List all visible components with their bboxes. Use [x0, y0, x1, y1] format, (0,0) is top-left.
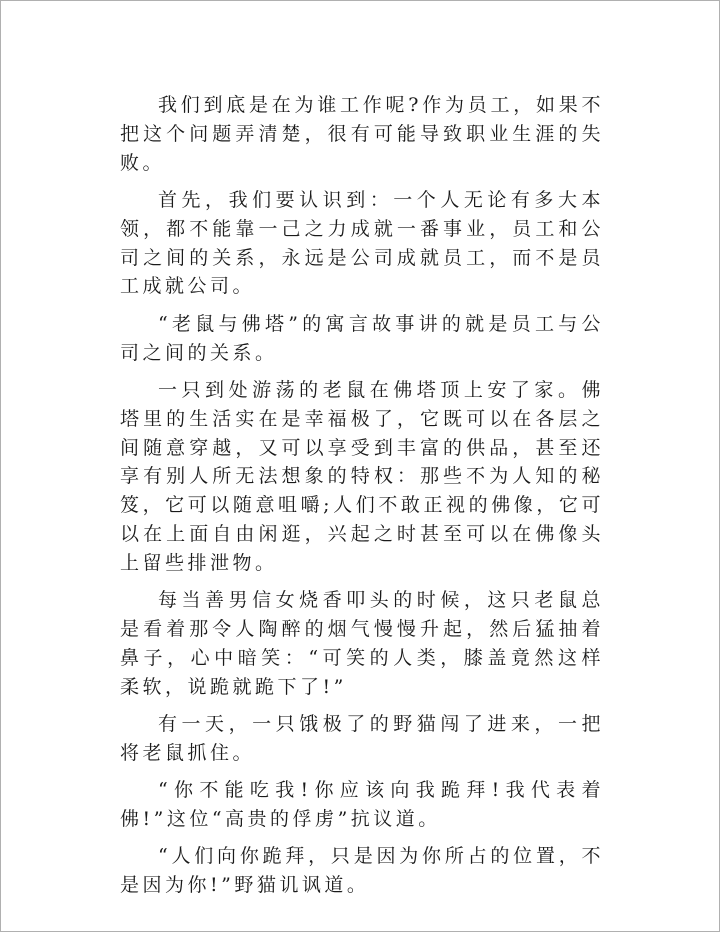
- paragraph-cat-arrives: 有一天，一只饿极了的野猫闯了进来，一把将老鼠抓住。: [120, 712, 604, 764]
- paragraph-cat-replies: “人们向你跪拜，只是因为你所占的位置，不是因为你!”野猫讥讽道。: [120, 845, 604, 897]
- document-body: [120, 91, 604, 908]
- paragraph-first-point: 首先，我们要认识到：一个人无论有多大本领，都不能靠一己之力成就一番事业，员工和公司之间的关系，永远是公司成就员工，而不是员工成就公司。: [120, 188, 604, 298]
- paragraph-mouse-protests: “你不能吃我!你应该向我跪拜!我代表着佛!”这位“高贵的俘虏”抗议道。: [120, 779, 604, 830]
- paragraph-intro: 我们到底是在为谁工作呢?作为员工，如果不把这个问题弄清楚，很有可能导致职业生涯的失败。: [120, 94, 604, 174]
- paragraph-mouse-home: 一只到处游荡的老鼠在佛塔顶上安了家。佛塔里的生活实在是幸福极了，它既可以在各层之间随意穿越，又可以享受到丰富的供品，甚至还享有别人所无法想象的特权：那些不为人知的秘笈，它可以随意咀嚼;人们不敢正视的佛像，它可以在上面自由闲逛，兴起之时甚至可以在佛像头上留些排泄物。: [120, 378, 604, 574]
- paragraph-fable-title: “老鼠与佛塔”的寓言故事讲的就是员工与公司之间的关系。: [120, 312, 604, 364]
- paragraph-mouse-laughs: 每当善男信女烧香叩头的时候，这只老鼠总是看着那令人陶醉的烟气慢慢升起，然后猛抽着鼻子，心中暗笑：“可笑的人类，膝盖竟然这样柔软，说跪就跪下了!”: [120, 589, 604, 698]
